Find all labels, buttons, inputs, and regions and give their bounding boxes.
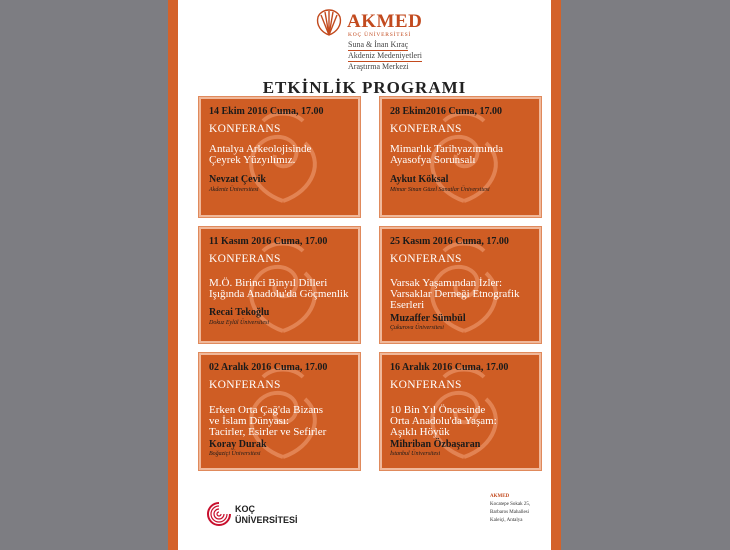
event-type: KONFERANS [209, 123, 281, 135]
logo-name: AKMED [347, 11, 423, 32]
address-block [490, 493, 530, 525]
event-card-1 [199, 97, 360, 217]
event-type: KONFERANS [390, 123, 462, 135]
event-speaker: Recai Tekoğlu [209, 307, 270, 318]
logo-line-3: Araştırma Merkezi [348, 62, 409, 71]
address-line: Kaleiçi, Antalya [490, 518, 523, 523]
event-institution: Akdeniz Üniversitesi [209, 187, 259, 193]
event-date: 16 Aralık 2016 Cuma, 17.00 [390, 362, 509, 373]
event-topic: Mimarlık Tarihyazımında Ayasofya Sorunsalı [390, 143, 503, 166]
event-type: KONFERANS [209, 253, 281, 265]
address-head: AKMED [490, 494, 510, 499]
event-date: 28 Ekim2016 Cuma, 17.00 [390, 106, 502, 117]
koc-emblem-icon [206, 501, 232, 527]
address-line: Kocatepe Sokak 25, [490, 502, 531, 507]
event-institution: Çukurova Üniversitesi [390, 325, 444, 331]
event-topic: M.Ö. Birinci Binyıl Dilleri Işığında Anadolu'da Göçmenlik [209, 277, 349, 300]
event-card-2 [380, 97, 541, 217]
event-date: 11 Kasım 2016 Cuma, 17.00 [209, 236, 328, 247]
koc-name-line-1: KOÇ [235, 504, 255, 514]
event-card-3 [199, 227, 360, 343]
akmed-logo [311, 8, 441, 72]
event-speaker: Nevzat Çevik [209, 174, 266, 185]
logo-subtitle: KOÇ ÜNİVERSİTESİ [348, 32, 412, 38]
poster-sheet [178, 0, 551, 550]
event-topic: Erken Orta Çağ'da Bizans ve İslam Dünyası: Tacirler, Esirler ve Sefirler [209, 404, 327, 438]
event-speaker: Aykut Köksal [390, 174, 449, 185]
poster-frame [168, 0, 561, 550]
event-topic: 10 Bin Yıl Öncesinde Orta Anadolu'da Yaşam: Aşıklı Höyük [390, 404, 497, 438]
event-speaker: Mihriban Özbaşaran [390, 439, 481, 450]
event-card-4 [380, 227, 541, 343]
logo-line-2: Akdeniz Medeniyetleri [348, 51, 422, 60]
event-institution: Mimar Sinan Güzel Sanatlar Üniversitesi [390, 187, 490, 193]
event-type: KONFERANS [390, 253, 462, 265]
event-type: KONFERANS [390, 379, 462, 391]
event-speaker: Koray Durak [209, 439, 267, 450]
event-date: 25 Kasım 2016 Cuma, 17.00 [390, 236, 509, 247]
event-card-5 [199, 353, 360, 470]
koc-name-line-2: ÜNİVERSİTESİ [235, 515, 298, 525]
event-topic: Antalya Arkeolojisinde Çeyrek Yüzyılımız. [209, 143, 312, 166]
event-card-6 [380, 353, 541, 470]
koc-university-logo [206, 501, 316, 531]
event-institution: Boğaziçi Üniversitesi [209, 451, 261, 457]
event-institution: İstanbul Üniversitesi [390, 451, 441, 457]
event-date: 14 Ekim 2016 Cuma, 17.00 [209, 106, 324, 117]
address-line: Barbaros Mahallesi [490, 510, 530, 515]
event-topic: Varsak Yaşamından İzler: Varsaklar Derneği Etnografik Eserleri [390, 277, 520, 311]
event-institution: Dokuz Eylül Üniversitesi [209, 320, 269, 326]
event-speaker: Muzaffer Sümbül [390, 313, 466, 324]
page-title: ETKİNLİK PROGRAMI [262, 78, 467, 97]
event-type: KONFERANS [209, 379, 281, 391]
logo-line-1: Suna & İnan Kıraç [348, 40, 409, 49]
event-date: 02 Aralık 2016 Cuma, 17.00 [209, 362, 328, 373]
shell-logo-icon [311, 8, 347, 38]
